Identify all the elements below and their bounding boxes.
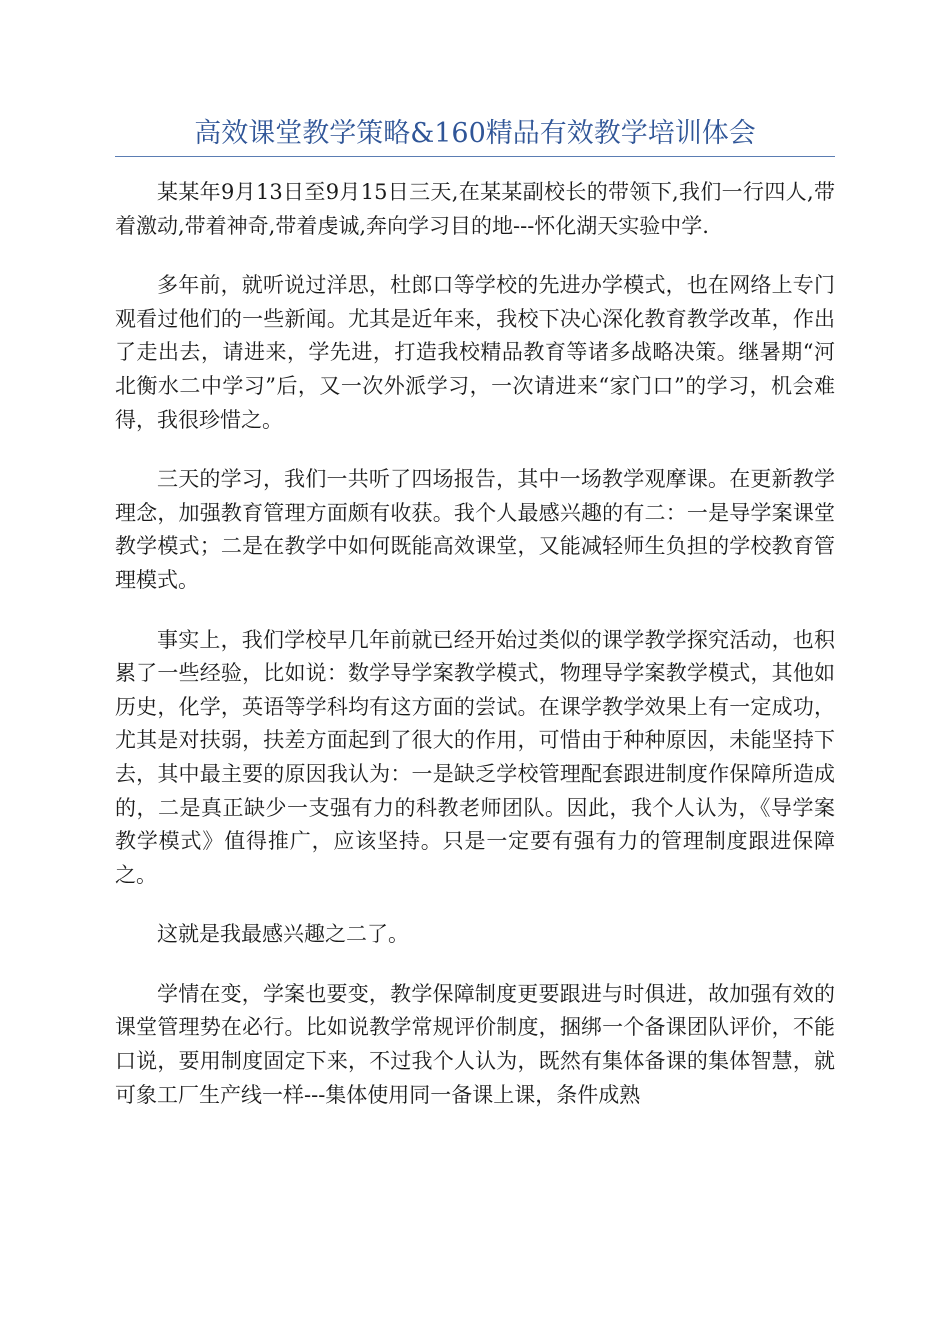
document-body: [115, 176, 835, 1136]
paragraph-3: 三天的学习，我们一共听了四场报告，其中一场教学观摩课。在更新教学理念，加强教育管理方面颇有收获。我个人最感兴趣的有二：一是导学案课堂教学模式；二是在教学中如何既能高效课堂，又能减轻师生负担的学校教育管理模式。: [115, 467, 835, 592]
paragraph-2: 多年前，就听说过洋思，杜郎口等学校的先进办学模式，也在网络上专门观看过他们的一些新闻。尤其是近年来，我校下决心深化教育教学改革，作出了走出去，请进来，学先进，打造我校精品教育等诸多战略决策。继暑期“河北衡水二中学习”后，又一次外派学习，一次请进来“家门口”的学习，机会难得，我很珍惜之。: [115, 273, 835, 432]
title-block: [115, 112, 835, 157]
document-title: 高效课堂教学策略&160精品有效教学培训体会: [194, 118, 756, 149]
paragraph-5: 这就是我最感兴趣之二了。: [157, 922, 409, 947]
paragraph-4: 事实上，我们学校早几年前就已经开始过类似的课学教学探究活动，也积累了一些经验，比如说：数学导学案教学模式，物理导学案教学模式，其他如历史，化学，英语等学科均有这方面的尝试。在课学教学效果上有一定成功，尤其是对扶弱，扶差方面起到了很大的作用，可惜由于种种原因，未能坚持下去，其中最主要的原因我认为：一是缺乏学校管理配套跟进制度作保障所造成的，二是真正缺少一支强有力的科教老师团队。因此，我个人认为，《导学案教学模式》值得推广，应该坚持。只是一定要有强有力的管理制度跟进保障之。: [115, 627, 835, 887]
paragraph-6: 学情在变，学案也要变，教学保障制度更要跟进与时俱进，故加强有效的课堂管理势在必行。比如说教学常规评价制度，捆绑一个备课团队评价，不能口说，要用制度固定下来，不过我个人认为，既然有集体备课的集体智慧，就可象工厂生产线一样---集体使用同一备课上课，条件成熟: [115, 981, 835, 1107]
paragraph-1: 某某年9月13日至9月15日三天,在某某副校长的带领下,我们一行四人,带着激动,带着神奇,带着虔诚,奔向学习目的地---怀化湖天实验中学.: [115, 180, 835, 238]
